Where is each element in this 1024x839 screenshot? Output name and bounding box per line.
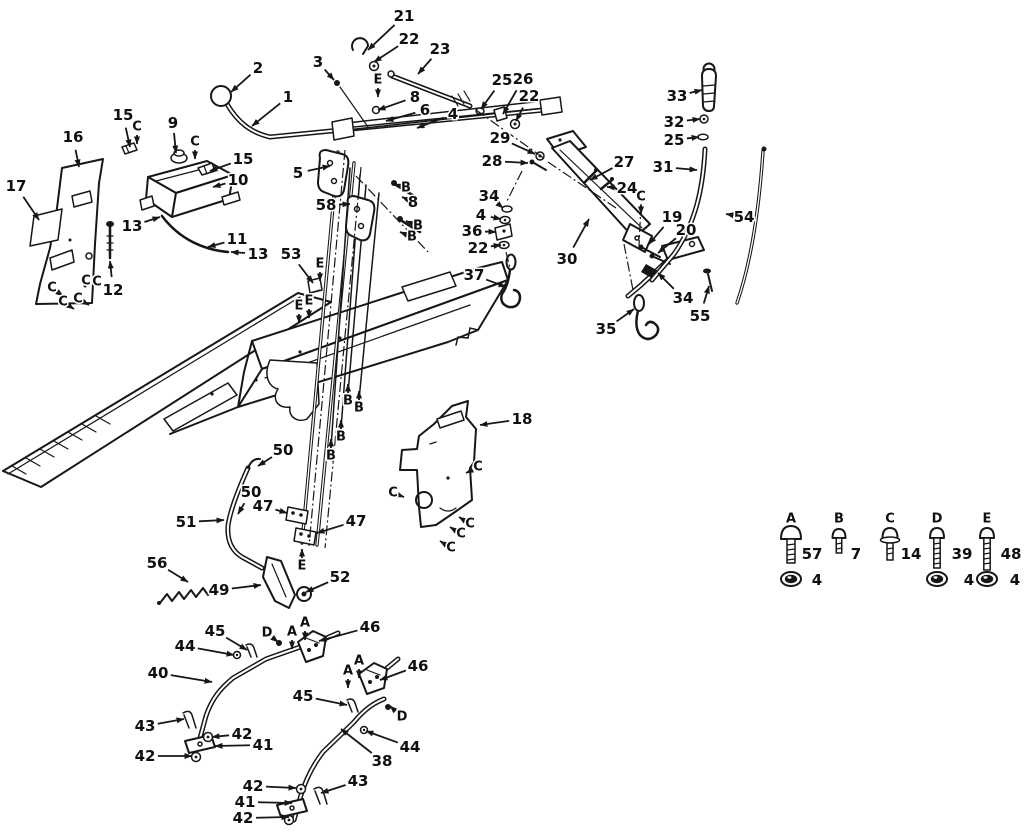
leader-line: [573, 219, 589, 248]
leader-line: [400, 232, 403, 233]
bolt-head: [930, 528, 944, 538]
part-callout-35: 35: [595, 320, 617, 338]
fastener-marker-B: B: [326, 448, 336, 464]
leader-line: [208, 242, 224, 247]
part-callout-20: 20: [675, 221, 697, 239]
leader-line: [499, 204, 503, 208]
leader-line: [198, 648, 234, 655]
legend-part-number: 57: [801, 545, 823, 563]
fastener-marker-A: A: [286, 624, 298, 640]
part-callout-5: 5: [292, 164, 304, 182]
part-callout-11: 11: [226, 230, 248, 248]
leader-line: [480, 421, 509, 425]
part-callout-55: 55: [689, 307, 711, 325]
part-callout-44: 44: [399, 738, 421, 756]
bolt-shank: [836, 538, 842, 553]
leader-line: [238, 503, 244, 514]
part-callout-28: 28: [481, 152, 503, 170]
part-callout-2: 2: [252, 59, 264, 77]
part-callout-17: 17: [5, 177, 27, 195]
fastener-marker-C: C: [73, 291, 83, 307]
part-callout-15: 15: [112, 106, 134, 124]
legend-part-number: 7: [850, 545, 862, 563]
part-callout-16: 16: [62, 128, 84, 146]
part-callout-13: 13: [247, 245, 269, 263]
bolt-head: [980, 528, 994, 538]
part-callout-38: 38: [371, 752, 393, 770]
fastener-marker-C: C: [81, 273, 91, 289]
washer-25b: [698, 134, 708, 140]
part-callout-15: 15: [232, 150, 254, 168]
part-callout-56: 56: [146, 554, 168, 572]
part-callout-41: 41: [234, 793, 256, 811]
fastener-marker-A: A: [353, 653, 365, 669]
part-callout-22: 22: [398, 30, 420, 48]
leader-line: [378, 100, 406, 110]
leader-line: [226, 638, 247, 650]
legend-letter-C: C: [885, 511, 895, 527]
fastener-marker-C: C: [446, 540, 456, 556]
bracket-41-right: [277, 799, 307, 817]
legend-item-B: [833, 512, 862, 564]
fastener-marker-C: C: [58, 294, 68, 310]
leader-line: [171, 675, 212, 682]
part-callout-37: 37: [463, 266, 485, 284]
part-callout-29: 29: [489, 129, 511, 147]
leader-line: [87, 304, 89, 305]
fastener-marker-B: B: [336, 429, 346, 445]
leader-line: [402, 496, 404, 497]
bolt-shank: [887, 543, 893, 560]
fastener-marker-E: E: [373, 72, 383, 88]
part-callout-33: 33: [666, 87, 688, 105]
leader-line: [231, 252, 245, 253]
fastener-marker-C: C: [92, 274, 102, 290]
fastener-marker-C: C: [190, 134, 200, 150]
leader-line: [317, 525, 344, 533]
pin-45-left: [246, 644, 257, 657]
leader-line: [215, 745, 250, 746]
leader-line: [71, 307, 74, 309]
leader-line: [316, 699, 347, 705]
fastener-marker-C: C: [465, 516, 475, 532]
leader-line: [321, 785, 346, 793]
part-callout-22: 22: [467, 239, 489, 257]
leader-line: [440, 541, 443, 543]
mounting-plate-18: [400, 401, 476, 527]
leader-line: [256, 817, 289, 818]
leader-line: [306, 582, 328, 592]
box-foot-left: [140, 196, 154, 210]
part-callout-52: 52: [329, 568, 351, 586]
bolt-head: [833, 529, 846, 538]
part-callout-26: 26: [512, 70, 534, 88]
link-35: [634, 295, 644, 311]
part-callout-44: 44: [174, 637, 196, 655]
leader-line: [690, 90, 702, 93]
part-callout-45: 45: [204, 622, 226, 640]
leader-line: [23, 197, 39, 220]
part-callout-27: 27: [613, 153, 635, 171]
legend-part-number: 48: [1000, 545, 1022, 563]
leader-line: [676, 168, 697, 170]
legend-item-E: [977, 512, 1021, 590]
part-callout-18: 18: [511, 410, 533, 428]
leader-line: [299, 264, 313, 283]
part-callout-36: 36: [461, 222, 483, 240]
part-callout-47: 47: [252, 497, 274, 515]
part-callout-43: 43: [134, 717, 156, 735]
part-callout-40: 40: [147, 664, 169, 682]
part-callout-19: 19: [661, 208, 683, 226]
part-callout-4: 4: [447, 105, 459, 123]
part-callout-3: 3: [312, 53, 324, 71]
fastener-marker-A: A: [299, 615, 311, 631]
part-callout-22: 22: [518, 87, 540, 105]
part-callout-58: 58: [315, 196, 337, 214]
part-callout-42: 42: [231, 725, 253, 743]
leader-line: [386, 113, 415, 121]
cable-11: [162, 216, 228, 252]
leader-line: [402, 197, 404, 198]
part-callout-50: 50: [240, 483, 262, 501]
fastener-marker-C: C: [132, 119, 142, 135]
leader-line: [275, 639, 278, 642]
part-callout-50: 50: [272, 441, 294, 459]
fastener-marker-E: E: [294, 298, 304, 314]
part-callout-47: 47: [345, 512, 367, 530]
part-callout-42: 42: [242, 777, 264, 795]
part-callout-45: 45: [292, 687, 314, 705]
fastener-marker-A: A: [342, 663, 354, 679]
part-callout-41: 41: [252, 736, 274, 754]
leader-line: [258, 802, 292, 803]
fastener-marker-E: E: [304, 293, 314, 309]
leader-line: [450, 527, 453, 529]
leader-line: [266, 787, 296, 788]
legend-nut-number: 4: [1009, 571, 1021, 589]
part-callout-34: 34: [478, 187, 500, 205]
fastener-marker-B: B: [413, 218, 423, 234]
link-37: [507, 255, 516, 270]
leader-line: [395, 184, 397, 185]
part-callout-24: 24: [616, 179, 638, 197]
part-callout-23: 23: [429, 40, 451, 58]
legend-item-A: [781, 512, 822, 590]
part-callout-10: 10: [227, 171, 249, 189]
leader-line: [199, 520, 224, 521]
fastener-marker-B: B: [407, 229, 417, 245]
fastener-legend: [781, 512, 1021, 590]
part-callout-13: 13: [121, 217, 143, 235]
leader-line: [704, 286, 709, 304]
part-callout-6: 6: [419, 101, 431, 119]
part-callout-34: 34: [672, 289, 694, 307]
part-callout-4: 4: [475, 206, 487, 224]
link-49: [263, 557, 295, 608]
legend-nut-number: 4: [963, 571, 975, 589]
pedal-rods: [183, 631, 398, 825]
strap-clamp-left: [332, 118, 354, 140]
leader-line: [232, 585, 261, 588]
fastener-marker-C: C: [47, 280, 57, 296]
rod-38: [294, 699, 384, 820]
part-callout-12: 12: [102, 281, 124, 299]
hairpin-21: [352, 38, 368, 54]
pin-43-left: [183, 711, 196, 728]
fastener-marker-D: D: [261, 625, 273, 641]
part-callout-42: 42: [134, 747, 156, 765]
part-callout-25: 25: [663, 131, 685, 149]
hook-35: [636, 311, 658, 339]
leader-line: [231, 75, 251, 92]
bolt-flange: [881, 537, 900, 543]
leader-line: [168, 570, 188, 582]
legend-letter-D: D: [931, 511, 943, 527]
legend-letter-B: B: [834, 511, 844, 527]
leader-line: [374, 46, 398, 62]
bolt-3-head: [334, 80, 340, 86]
leader-line: [687, 137, 699, 138]
part-callout-1: 1: [282, 88, 294, 106]
leader-line: [658, 273, 674, 289]
clamp-47-lower: [294, 528, 316, 545]
part-callout-8: 8: [409, 88, 421, 106]
handle-knob-2: [211, 86, 231, 106]
part-callout-30: 30: [556, 250, 578, 268]
part-callout-21: 21: [393, 7, 415, 25]
leader-line: [617, 309, 634, 321]
leader-line: [726, 214, 731, 215]
shaft-clevis: [623, 224, 652, 252]
fastener-marker-E: E: [297, 558, 307, 574]
leader-line: [491, 217, 501, 219]
leader-line: [687, 119, 700, 121]
link-end: [388, 71, 394, 77]
fastener-marker-B: B: [354, 400, 364, 416]
fastener-marker-C: C: [456, 526, 466, 542]
part-callout-53: 53: [280, 245, 302, 263]
leader-line: [505, 162, 528, 163]
fastener-marker-D: D: [396, 709, 408, 725]
bolt-head: [781, 526, 801, 539]
legend-nut-number: 4: [811, 571, 823, 589]
leader-line: [275, 510, 287, 513]
legend-part-number: 14: [900, 545, 922, 563]
part-callout-42: 42: [232, 809, 254, 827]
part-callout-46: 46: [407, 657, 429, 675]
part-callout-43: 43: [347, 772, 369, 790]
grip-33: [702, 69, 716, 111]
part-callout-51: 51: [175, 513, 197, 531]
leader-line: [252, 103, 280, 126]
leader-line: [325, 69, 334, 80]
fastener-marker-E: E: [315, 256, 325, 272]
leader-line: [212, 735, 229, 737]
leader-line: [158, 719, 184, 724]
part-callout-49: 49: [208, 581, 230, 599]
leader-line: [406, 221, 409, 222]
fastener-marker-C: C: [473, 459, 483, 475]
washer-34: [502, 206, 512, 212]
leader-line: [174, 133, 176, 153]
part-callout-9: 9: [167, 114, 179, 132]
part-callout-31: 31: [652, 158, 674, 176]
leader-line: [366, 731, 398, 743]
pin-43-right: [314, 787, 327, 804]
part-callout-25: 25: [491, 71, 513, 89]
fastener-marker-C: C: [636, 189, 646, 205]
fastener-marker-B: B: [343, 393, 353, 409]
leader-line: [459, 517, 462, 519]
lower-linkage: [157, 459, 311, 608]
leader-line: [144, 217, 160, 222]
legend-part-number: 39: [951, 545, 973, 563]
part-callout-32: 32: [663, 113, 685, 131]
pin-45-right: [347, 699, 358, 712]
legend-letter-A: A: [785, 511, 797, 527]
part-callout-46: 46: [359, 618, 381, 636]
leader-line: [126, 128, 130, 147]
leader-line: [110, 261, 112, 277]
rod-54: [737, 151, 763, 303]
part-callout-8: 8: [407, 193, 419, 211]
leader-line: [368, 25, 395, 50]
bracket-58: [346, 196, 374, 240]
fastener-marker-B: B: [401, 180, 411, 196]
pin-55-head: [703, 269, 711, 274]
legend-item-C: [881, 512, 922, 564]
part-callout-54: 54: [733, 208, 755, 226]
bracket-46-left: [298, 631, 326, 662]
legend-letter-E: E: [982, 511, 992, 527]
legend-item-D: [927, 512, 974, 590]
fastener-marker-C: C: [388, 485, 398, 501]
strap-clevis-right: [540, 97, 562, 115]
leader-line: [418, 59, 431, 74]
